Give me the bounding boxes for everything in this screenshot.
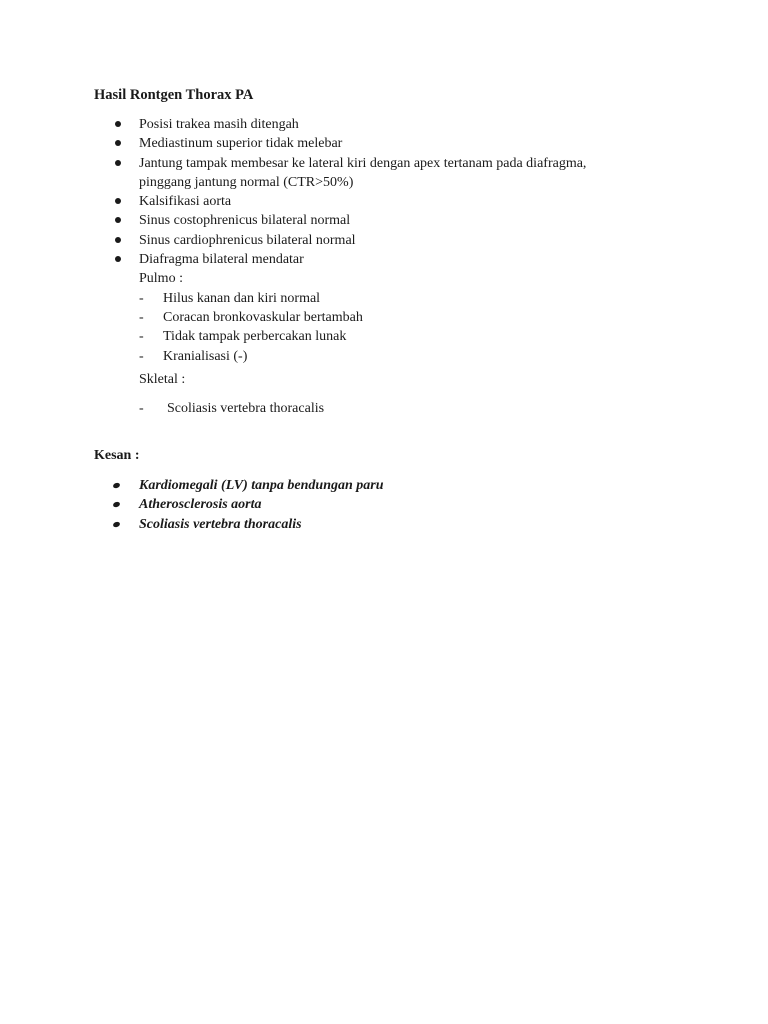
dash-marker: - <box>139 329 144 345</box>
pulmo-item-text: Tidak tampak perbercakan lunak <box>163 329 347 345</box>
bullet-dot-icon <box>112 482 120 489</box>
finding-continuation: pinggang jantung normal (CTR>50%) <box>139 174 354 190</box>
finding-item <box>0 192 768 211</box>
bullet-dot-icon <box>115 217 121 223</box>
bullet-dot-icon <box>115 198 121 204</box>
bullet-dot-icon <box>115 237 121 243</box>
kesan-item-text: Atherosclerosis aorta <box>139 497 262 513</box>
bullet-dot-icon <box>115 256 121 262</box>
finding-item <box>0 115 768 134</box>
skletal-item <box>139 401 324 417</box>
document-title: Hasil Rontgen Thorax PA <box>94 87 254 103</box>
finding-text: Sinus costophrenicus bilateral normal <box>139 213 351 229</box>
pulmo-item-text: Coracan bronkovaskular bertambah <box>163 309 363 325</box>
kesan-item <box>0 495 768 514</box>
bullet-dot-icon <box>115 140 121 146</box>
pulmo-item <box>0 289 768 308</box>
finding-item <box>0 134 768 153</box>
dash-marker: - <box>139 401 144 416</box>
finding-item <box>0 211 768 230</box>
kesan-item <box>0 476 768 495</box>
bullet-dot-icon <box>112 501 120 508</box>
finding-text: Jantung tampak membesar ke lateral kiri dengan apex tertanam pada diafragma, <box>139 155 587 171</box>
dash-marker: - <box>139 290 144 306</box>
kesan-item <box>0 515 768 534</box>
kesan-list <box>0 476 768 534</box>
dash-marker: - <box>139 309 144 325</box>
bullet-dot-icon <box>115 121 121 127</box>
finding-text: Mediastinum superior tidak melebar <box>139 136 343 152</box>
pulmo-item <box>0 347 768 366</box>
skletal-item-text: Scoliasis vertebra thoracalis <box>167 401 325 416</box>
finding-text: Sinus cardiophrenicus bilateral normal <box>139 232 356 248</box>
finding-item <box>0 231 768 250</box>
finding-text: Kalsifikasi aorta <box>139 194 232 210</box>
pulmo-item-text: Hilus kanan dan kiri normal <box>163 290 321 306</box>
bullet-dot-icon <box>112 521 120 528</box>
finding-item <box>0 250 768 269</box>
skletal-label: Skletal : <box>139 372 186 387</box>
finding-text: Diafragma bilateral mendatar <box>139 252 304 268</box>
pulmo-item-text: Kranialisasi (-) <box>163 348 248 364</box>
kesan-item-text: Scoliasis vertebra thoracalis <box>139 516 302 532</box>
dash-marker: - <box>139 348 144 364</box>
bullet-dot-icon <box>115 160 121 166</box>
finding-text: Posisi trakea masih ditengah <box>139 117 299 132</box>
kesan-heading: Kesan : <box>94 448 140 463</box>
kesan-item-text: Kardiomegali (LV) tanpa bendungan paru <box>139 478 384 493</box>
pulmo-label: Pulmo : <box>139 271 183 287</box>
finding-item <box>0 154 768 173</box>
pulmo-item <box>0 308 768 327</box>
pulmo-item <box>0 327 768 346</box>
findings-list <box>0 115 768 366</box>
